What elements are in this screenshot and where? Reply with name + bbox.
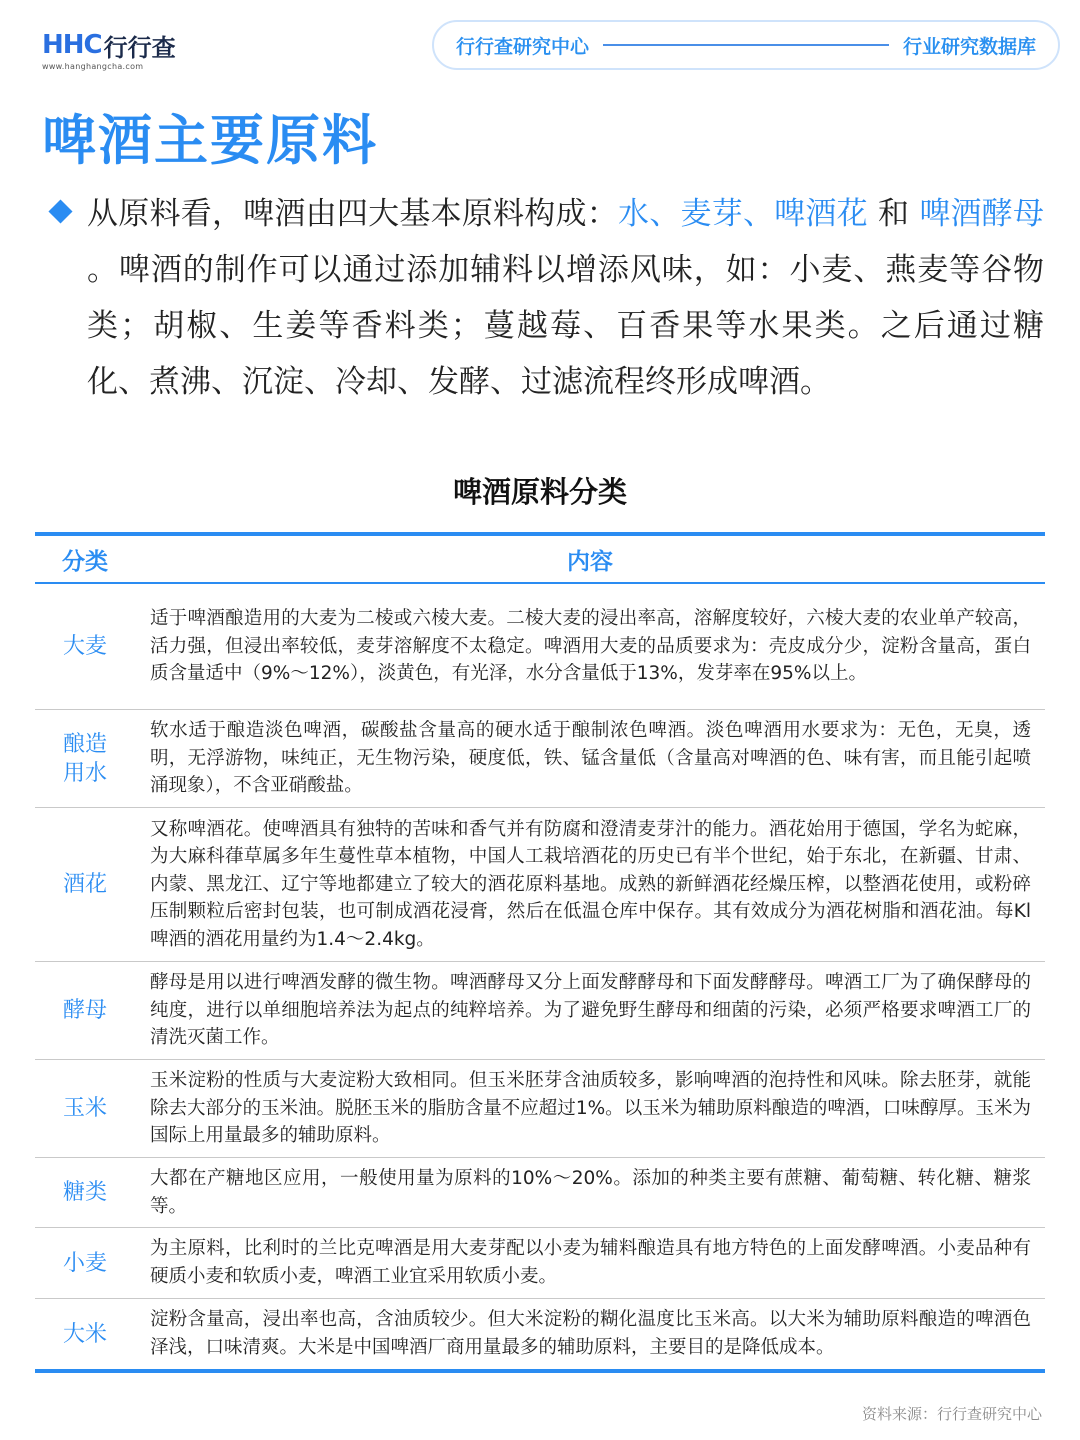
source-note: 资料来源：行行查研究中心 (861, 1405, 1042, 1423)
row-content: 软水适于酿造淡色啤酒，碳酸盐含量高的硬水适于酿制浓色啤酒。淡色啤酒用水要求为：无色，无臭，透明，无浮游物，味纯正，无生物污染，硬度低，铁、锰含量低（含量高对啤酒的色、味有害，而且能引起喷涌现象），不含亚硝酸盐。 (150, 720, 1031, 797)
table-title: 啤酒原料分类 (452, 475, 627, 509)
intro-part-1: 从原料看，啤酒由四大基本原料构成： (87, 196, 618, 232)
logo-url: www.hanghangcha.com (42, 62, 144, 71)
row-category: 酒花 (62, 872, 107, 897)
row-category: 小麦 (62, 1250, 107, 1276)
table-row (35, 1060, 1045, 1158)
row-category: 糖类 (62, 1180, 107, 1205)
intro-text (87, 186, 1044, 410)
row-content: 淀粉含量高，浸出率也高，含油质较少。但大米淀粉的糊化温度比玉米高。以大米为辅助原料酿造的啤酒色泽浅，口味清爽。大米是中国啤酒厂商用量最多的辅助原料，主要目的是降低成本。 (150, 1309, 1031, 1358)
row-category: 大米 (62, 1321, 107, 1347)
logo-latin: HHC (42, 30, 102, 60)
header-category: 分类 (62, 548, 108, 575)
intro-part-3: 。啤酒的制作可以通过添加辅料以增添风味，如：小麦、燕麦等谷物类；胡椒、生姜等香料类；蔓越莓、百香果等水果类。之后通过糖化、煮沸、沉淀、冷却、发酵、过滤流程终形成啤酒。 (87, 252, 1044, 400)
intro-paragraph (44, 186, 1044, 410)
intro-highlight-2: 啤酒酵母 (919, 196, 1045, 232)
header-content: 内容 (567, 548, 613, 575)
row-category: 大麦 (62, 634, 107, 659)
intro-highlight-1: 水、麦芽、啤酒花 (618, 196, 868, 232)
table-row (35, 808, 1045, 962)
header-right-label: 行业研究数据库 (902, 35, 1036, 58)
logo-chinese: 行行查 (103, 33, 176, 62)
row-category: 酵母 (62, 998, 107, 1023)
table-row (35, 710, 1045, 808)
header-divider-line (603, 44, 889, 46)
row-content: 为主原料，比利时的兰比克啤酒是用大麦芽配以小麦为辅料酿造具有地方特色的上面发酵啤酒。小麦品种有硬质小麦和软质小麦，啤酒工业宜采用软质小麦。 (150, 1238, 1031, 1287)
row-content: 适于啤酒酿造用的大麦为二棱或六棱大麦。二棱大麦的浸出率高，溶解度较好，六棱大麦的农业单产较高，活力强，但浸出率较低，麦芽溶解度不太稳定。啤酒用大麦的品质要求为：壳皮成分少，淀粉含量高，蛋白质含量适中（9%～12%），淡黄色，有光泽，水分含量低于13%，发芽率在95%以上。 (150, 608, 1031, 685)
intro-part-2: 和 (867, 196, 920, 232)
row-content: 又称啤酒花。使啤酒具有独特的苦味和香气并有防腐和澄清麦芽汁的能力。酒花始用于德国，学名为蛇麻，为大麻科葎草属多年生蔓性草本植物，中国人工栽培酒花的历史已有半个世纪，始于东北，在新疆、甘肃、内蒙、黑龙江、辽宁等地都建立了较大的酒花原料基地。成熟的新鲜酒花经燥压榨，以整酒花使用，或粉碎压制颗粒后密封包装，也可制成酒花浸膏，然后在低温仓库中保存。其有效成分为酒花树脂和酒花油。每Kl啤酒的酒花用量约为1.4～2.4kg。 (150, 818, 1031, 950)
row-category: 酿造用水 (62, 731, 107, 786)
row-category: 玉米 (62, 1096, 107, 1121)
table-row (35, 1299, 1045, 1373)
page-title: 啤酒主要原料 (42, 109, 378, 172)
row-content: 玉米淀粉的性质与大麦淀粉大致相同。但玉米胚芽含油质较多，影响啤酒的泡持性和风味。除去胚芽，就能除去大部分的玉米油。脱胚玉米的脂肪含量不应超过1%。以玉米为辅助原料酿造的啤酒，口味醇厚。玉米为国际上用量最多的辅助原料。 (150, 1070, 1031, 1147)
row-content: 大都在产糖地区应用，一般使用量为原料的10%～20%。添加的种类主要有蔗糖、葡萄糖、转化糖、糖浆等。 (150, 1167, 1031, 1217)
ingredients-table (35, 532, 1045, 1373)
header-left-label: 行行查研究中心 (456, 35, 590, 58)
table-row (35, 962, 1045, 1060)
header-pill (432, 20, 1060, 70)
table-row (35, 1228, 1045, 1299)
table-row (35, 1158, 1045, 1228)
table-header (35, 532, 1045, 584)
table-row (35, 584, 1045, 710)
brand-logo (42, 30, 176, 71)
diamond-bullet-icon (48, 199, 72, 223)
row-content: 酵母是用以进行啤酒发酵的微生物。啤酒酵母又分上面发酵酵母和下面发酵酵母。啤酒工厂为了确保酵母的纯度，进行以单细胞培养法为起点的纯粹培养。为了避免野生酵母和细菌的污染，必须严格要求啤酒工厂的清洗灭菌工作。 (150, 972, 1031, 1049)
